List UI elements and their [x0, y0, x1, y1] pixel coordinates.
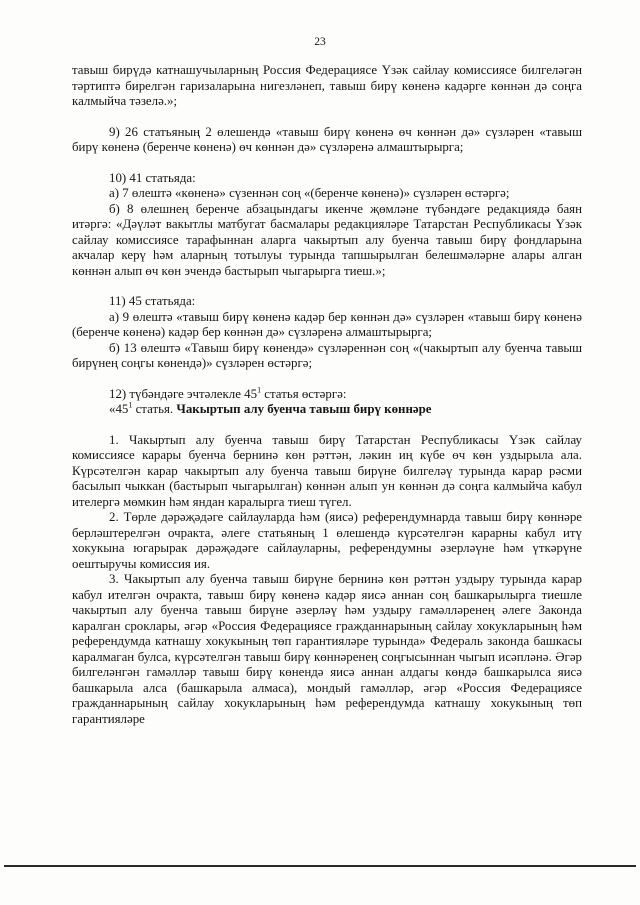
article-part-3: 3. Чакыртып алу буенча тавыш бирүне бернинә көн рәттән уздыру турында карар кабул ителгән очракта, тавыш бирү көненә кадәр яисә аннан соң башкарылырга тиешле чакыртып алу буенча тавыш бирүне әзерләү һәм уздыру гамәлләренең әлеге Законда каралган сроклары, әгәр «Россия Федерациясе гражданнарының сайлау хокукларының һәм референдумда катнашу хокукының төп гарантияләре турында» Федераль законда башкасы каралмаган булса, күрсәтелгән тавыш бирү көннәренең соңгысыннан чыгып исәпләнә. Әгәр билгеләнгән гамәлләр тавыш бирү көнендә яисә аннан алдагы көндә башкарылса яисә башкарыла алса (башкарыла алмаса), мондый гамәлләр, әгәр «Россия Федерациясе гражданнарының сайлау хокукларының һәм референдумда катнашу хокукының төп гарантияләре: [72, 572, 582, 726]
page-number: 23: [314, 36, 326, 48]
amendment-item-12-text: 12) түбәндәге эчтәлекле 45: [109, 386, 258, 401]
amendment-item-11b: б) 13 өлештә «Тавыш бирү көнендә» сүзләреннән соң «(чакыртып алу буенча тавыш бирүнең соңгы көнендә)» сүзләрен өстәргә;: [72, 340, 582, 370]
amendment-item-12: [72, 387, 582, 403]
new-article-title: [72, 402, 582, 418]
amendment-item-11a: а) 9 өлештә «тавыш бирү көненә кадәр бер көннән дә» сүзләрен «тавыш бирү көненә (беренче көненә) кадәр бер көннән дә» сүзләренә алмаштырырга;: [72, 309, 582, 339]
footer-rule: [4, 865, 636, 867]
article-part-2: 2. Төрле дәрәҗәдәге сайлауларда һәм (яисә) референдумнарда тавыш бирү көннәре берләштерелгән очракта, әлеге статьяның 1 өлешендә күрсәтелгән карарны кабул итү хокукына югарырак дәрәҗәдәге сайлауларны, референдумны әзерләүне һәм үткәрүне оештыручы комиссия ия.: [72, 510, 582, 571]
amendment-item-10b: б) 8 өлешнең беренче абзацындагы икенче җөмләне түбәндәге редакциядә баян итәргә: «Дәүләт вакытлы матбугат басмалары редакцияләре Татарстан Республикасы Үзәк сайлау комиссиясе тарафыннан аларга чакыртып алу буенча тавыш бирү фондларына акчалар керү һәм аларның тотылуы турында тапшырылган белешмәләрне алары алган көннән алып өч көн эчендә бастырып чыгарырга тиеш.»;: [72, 201, 582, 278]
article-heading-bold: Чакыртып алу буенча тавыш бирү көннәре: [176, 402, 432, 416]
article-number-superscript: 1: [128, 400, 133, 410]
amendment-item-11-heading: 11) 45 статьяда:: [109, 294, 196, 308]
amendment-item-9: 9) 26 статьяның 2 өлешендә «тавыш бирү көненә өч көннән дә» сүзләрен «тавыш бирү көненә (беренче көненә) өч көннән дә» сүзләренә алмаштырырга;: [72, 124, 582, 154]
article-superscript: 1: [257, 385, 262, 395]
paragraph-continuation: тавыш бирүдә катнашучыларның Россия Федерациясе Үзәк сайлау комиссиясе билгеләгән тәртиптә бирелгән гаризаларына нигезләнеп, тавыш бирү көненә кадәрге көннән дә соңга калмыйча тәзелә.»;: [72, 63, 582, 108]
article-part-1: 1. Чакыртып алу буенча тавыш бирү Татарстан Республикасы Үзәк сайлау комиссиясе карары буенча бернинә көн рәттән, ләкин иң күбе өч көн уздырыла ала. Күрсәтелгән карар чакыртып алу буенча тавыш бирүне билгеләү турында карар рәсми басылып чыккан (бастырып чыгарылган) көннән алып ун көннән дә соңга калмыйча кабул ителергә мөмкин һәм яндан каралырга тиеш түгел.: [72, 432, 582, 509]
article-number: «45: [109, 402, 129, 416]
article-word: статья.: [135, 402, 174, 416]
amendment-item-10a: а) 7 өлештә «көненә» сүзеннән соң «(беренче көненә)» сүзләрен өстәргә;: [109, 186, 510, 200]
amendment-item-12-tail: статья өстәргә:: [264, 386, 347, 401]
amendment-item-10-heading: 10) 41 статьяда:: [109, 170, 196, 185]
document-body: [72, 63, 582, 727]
